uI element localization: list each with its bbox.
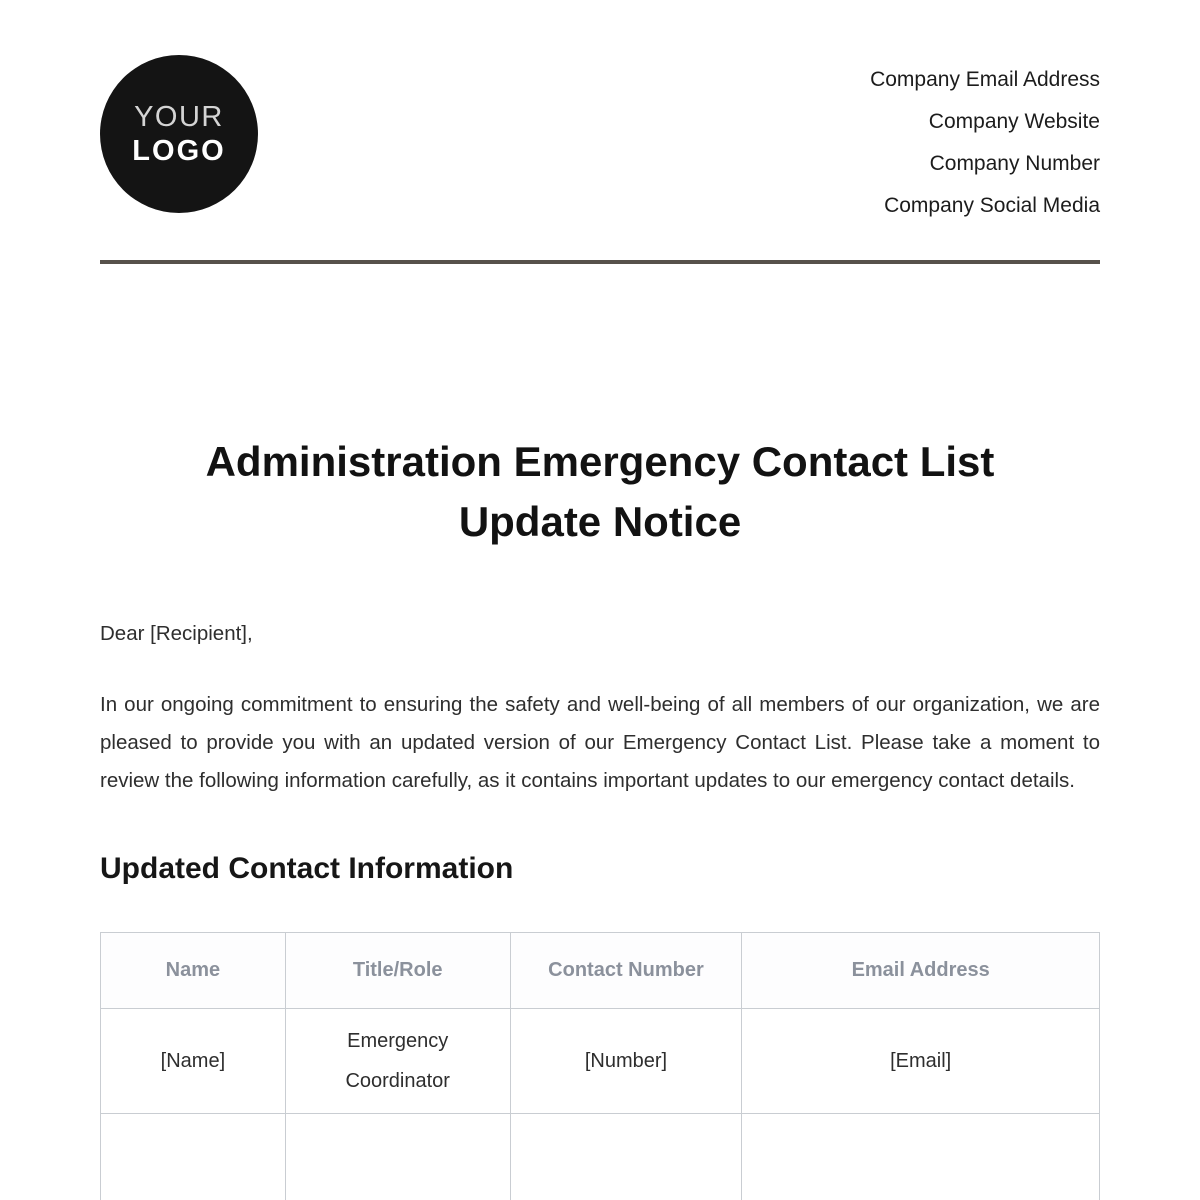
table-cell xyxy=(285,1114,510,1200)
header-divider xyxy=(100,260,1100,264)
letterhead xyxy=(100,55,1100,227)
intro-paragraph: In our ongoing commitment to ensuring the safety and well-being of all members of our organization, we are pleased to provide you with an updated version of our Emergency Contact List. Please take a moment to review the following information carefully, as it contains important updates to our emergency contact details. xyxy=(100,693,1100,792)
col-header-name: Name xyxy=(101,933,286,1009)
table-cell xyxy=(510,1114,742,1200)
cell-contact-number: [Number] xyxy=(510,1009,742,1114)
company-social-media: Company Social Media xyxy=(884,194,1100,217)
cell-email-address: [Email] xyxy=(742,1009,1100,1114)
logo-text-your: YOUR xyxy=(134,101,224,133)
contact-table xyxy=(100,932,1100,1200)
company-email-address: Company Email Address xyxy=(870,68,1100,91)
company-website: Company Website xyxy=(928,110,1100,133)
logo-text-logo: LOGO xyxy=(132,135,226,167)
company-number: Company Number xyxy=(929,152,1100,175)
document-title xyxy=(100,432,1100,552)
col-header-title-role: Title/Role xyxy=(285,933,510,1009)
col-header-email-address: Email Address xyxy=(742,933,1100,1009)
document-title-line-1: Administration Emergency Contact List xyxy=(205,438,995,485)
document-title-line-2: Update Notice xyxy=(458,498,742,545)
col-header-contact-number: Contact Number xyxy=(510,933,742,1009)
table-cell xyxy=(101,1114,286,1200)
company-logo xyxy=(100,55,258,213)
table-row xyxy=(101,1114,1100,1200)
table-cell xyxy=(742,1114,1100,1200)
table-row xyxy=(101,1009,1100,1114)
greeting: Dear [Recipient], xyxy=(100,622,253,645)
section-heading: Updated Contact Information xyxy=(100,852,514,885)
cell-title-role: Emergency Coordinator xyxy=(285,1009,510,1114)
cell-name: [Name] xyxy=(101,1009,286,1114)
table-header-row xyxy=(101,933,1100,1009)
company-contact-info xyxy=(870,55,1100,227)
